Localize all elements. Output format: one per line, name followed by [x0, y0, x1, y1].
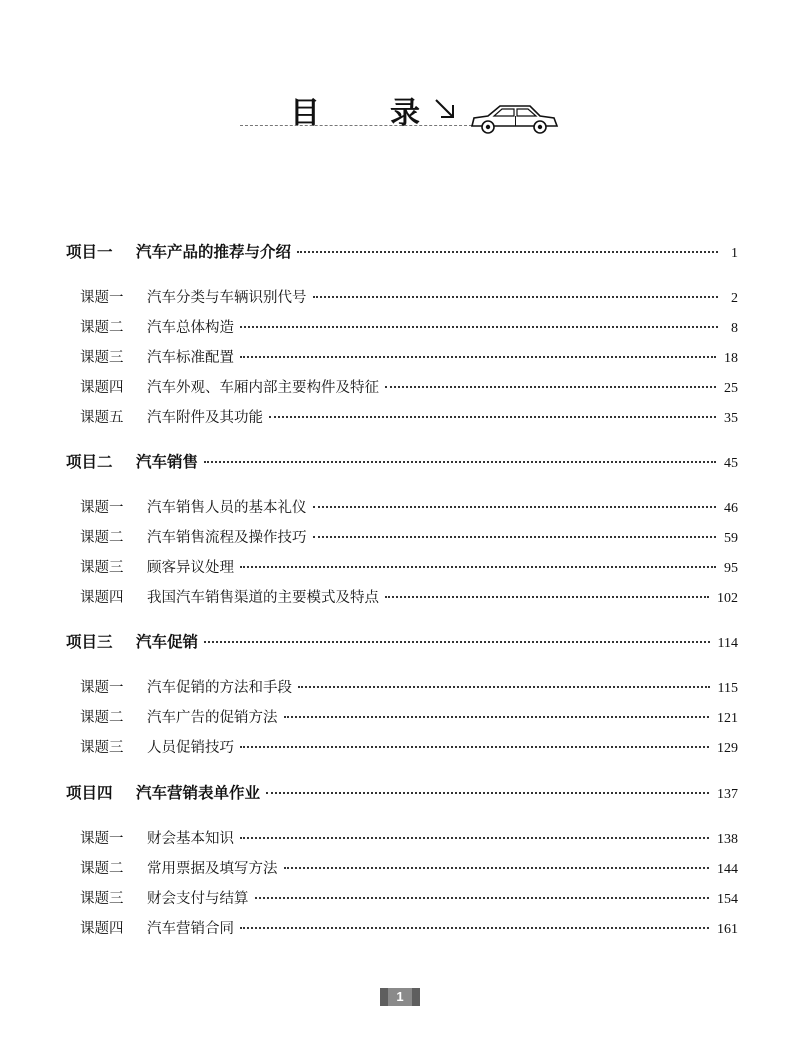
lesson-page-number: 8 [731, 321, 738, 336]
page-number: 1 [396, 989, 404, 1004]
project-page-number: 45 [724, 456, 738, 471]
lesson-number: 课题四 [80, 921, 124, 937]
lesson-page-number: 144 [717, 862, 738, 877]
dot-leader [284, 867, 710, 869]
lesson-title: 汽车销售流程及操作技巧 [147, 530, 307, 546]
project-title: 汽车产品的推荐与介绍 [136, 242, 292, 261]
lesson-number: 课题二 [80, 861, 124, 877]
lesson-page-number: 2 [731, 291, 738, 306]
dot-leader [255, 897, 710, 899]
toc-project-entry[interactable] [66, 450, 738, 474]
dot-leader [385, 386, 716, 388]
lesson-page-number: 154 [717, 892, 738, 907]
car-icon [468, 102, 560, 136]
lesson-number: 课题二 [80, 530, 124, 546]
project-page-number: 1 [731, 246, 738, 261]
toc-lesson-entry[interactable] [80, 556, 738, 580]
dot-leader [240, 566, 716, 568]
toc-lesson-entry[interactable] [80, 346, 738, 370]
lesson-page-number: 129 [717, 741, 738, 756]
dot-leader [298, 686, 710, 688]
lesson-title: 汽车销售人员的基本礼仪 [147, 500, 307, 516]
lesson-number: 课题五 [80, 410, 124, 426]
lesson-title: 汽车外观、车厢内部主要构件及特征 [147, 380, 379, 396]
toc-project-entry[interactable] [66, 630, 738, 654]
lesson-number: 课题三 [80, 350, 124, 366]
title-char-2: 录 [390, 96, 420, 131]
page-number-badge [380, 988, 420, 1006]
toc-lesson-entry[interactable] [80, 887, 738, 911]
lesson-page-number: 59 [724, 531, 738, 546]
project-number: 项目三 [66, 632, 113, 651]
lesson-page-number: 138 [717, 832, 738, 847]
toc-lesson-entry[interactable] [80, 376, 738, 400]
lesson-title: 常用票据及填写方法 [147, 861, 278, 877]
lesson-number: 课题二 [80, 710, 124, 726]
lesson-title: 汽车促销的方法和手段 [147, 680, 292, 696]
dot-leader [204, 461, 716, 463]
lesson-number: 课题二 [80, 320, 124, 336]
toc-project-entry[interactable] [66, 240, 738, 264]
lesson-page-number: 25 [724, 381, 738, 396]
lesson-page-number: 102 [717, 591, 738, 606]
lesson-page-number: 95 [724, 561, 738, 576]
lesson-number: 课题三 [80, 560, 124, 576]
lesson-title: 汽车营销合同 [147, 921, 234, 937]
lesson-title: 人员促销技巧 [147, 740, 234, 756]
project-page-number: 114 [717, 636, 738, 651]
project-number: 项目四 [66, 783, 113, 802]
lesson-title: 汽车总体构造 [147, 320, 234, 336]
lesson-page-number: 18 [724, 351, 738, 366]
lesson-number: 课题四 [80, 380, 124, 396]
project-title: 汽车营销表单作业 [136, 783, 261, 802]
project-title: 汽车销售 [136, 452, 199, 471]
lesson-page-number: 115 [717, 681, 738, 696]
dot-leader [385, 596, 709, 598]
arrow-down-right-icon [432, 96, 458, 122]
dot-leader [240, 356, 716, 358]
lesson-title: 财会支付与结算 [147, 891, 249, 907]
lesson-number: 课题一 [80, 500, 124, 516]
title-char-1: 目 [290, 96, 320, 131]
lesson-title: 汽车分类与车辆识别代号 [147, 290, 307, 306]
lesson-page-number: 35 [724, 411, 738, 426]
project-page-number: 137 [717, 787, 738, 802]
lesson-title: 财会基本知识 [147, 831, 234, 847]
toc-lesson-entry[interactable] [80, 827, 738, 851]
toc-lesson-entry[interactable] [80, 586, 738, 610]
project-number: 项目二 [66, 452, 113, 471]
dot-leader [240, 837, 709, 839]
dot-leader [269, 416, 716, 418]
toc-lesson-entry[interactable] [80, 316, 738, 340]
project-number: 项目一 [66, 242, 113, 261]
lesson-page-number: 161 [717, 922, 738, 937]
toc-lesson-entry[interactable] [80, 496, 738, 520]
dot-leader [313, 536, 717, 538]
dot-leader [204, 641, 710, 643]
lesson-page-number: 121 [717, 711, 738, 726]
toc-lesson-entry[interactable] [80, 406, 738, 430]
lesson-number: 课题一 [80, 680, 124, 696]
lesson-title: 汽车广告的促销方法 [147, 710, 278, 726]
toc-lesson-entry[interactable] [80, 706, 738, 730]
toc-lesson-entry[interactable] [80, 857, 738, 881]
toc-lesson-entry[interactable] [80, 917, 738, 941]
dot-leader [284, 716, 710, 718]
project-title: 汽车促销 [136, 632, 199, 651]
toc-lesson-entry[interactable] [80, 286, 738, 310]
lesson-title: 汽车附件及其功能 [147, 410, 263, 426]
lesson-number: 课题三 [80, 891, 124, 907]
lesson-number: 课题一 [80, 831, 124, 847]
lesson-title: 汽车标准配置 [147, 350, 234, 366]
dot-leader [240, 927, 709, 929]
toc-header [0, 84, 790, 144]
lesson-page-number: 46 [724, 501, 738, 516]
toc-project-entry[interactable] [66, 781, 738, 805]
dot-leader [297, 251, 718, 253]
title-divider [240, 125, 472, 126]
toc-lesson-entry[interactable] [80, 526, 738, 550]
toc-lesson-entry[interactable] [80, 676, 738, 700]
lesson-title: 我国汽车销售渠道的主要模式及特点 [147, 590, 379, 606]
lesson-number: 课题四 [80, 590, 124, 606]
dot-leader [240, 746, 709, 748]
lesson-number: 课题三 [80, 740, 124, 756]
dot-leader [240, 326, 718, 328]
dot-leader [313, 296, 719, 298]
lesson-number: 课题一 [80, 290, 124, 306]
lesson-title: 顾客异议处理 [147, 560, 234, 576]
dot-leader [266, 792, 709, 794]
toc-lesson-entry[interactable] [80, 736, 738, 760]
dot-leader [313, 506, 717, 508]
